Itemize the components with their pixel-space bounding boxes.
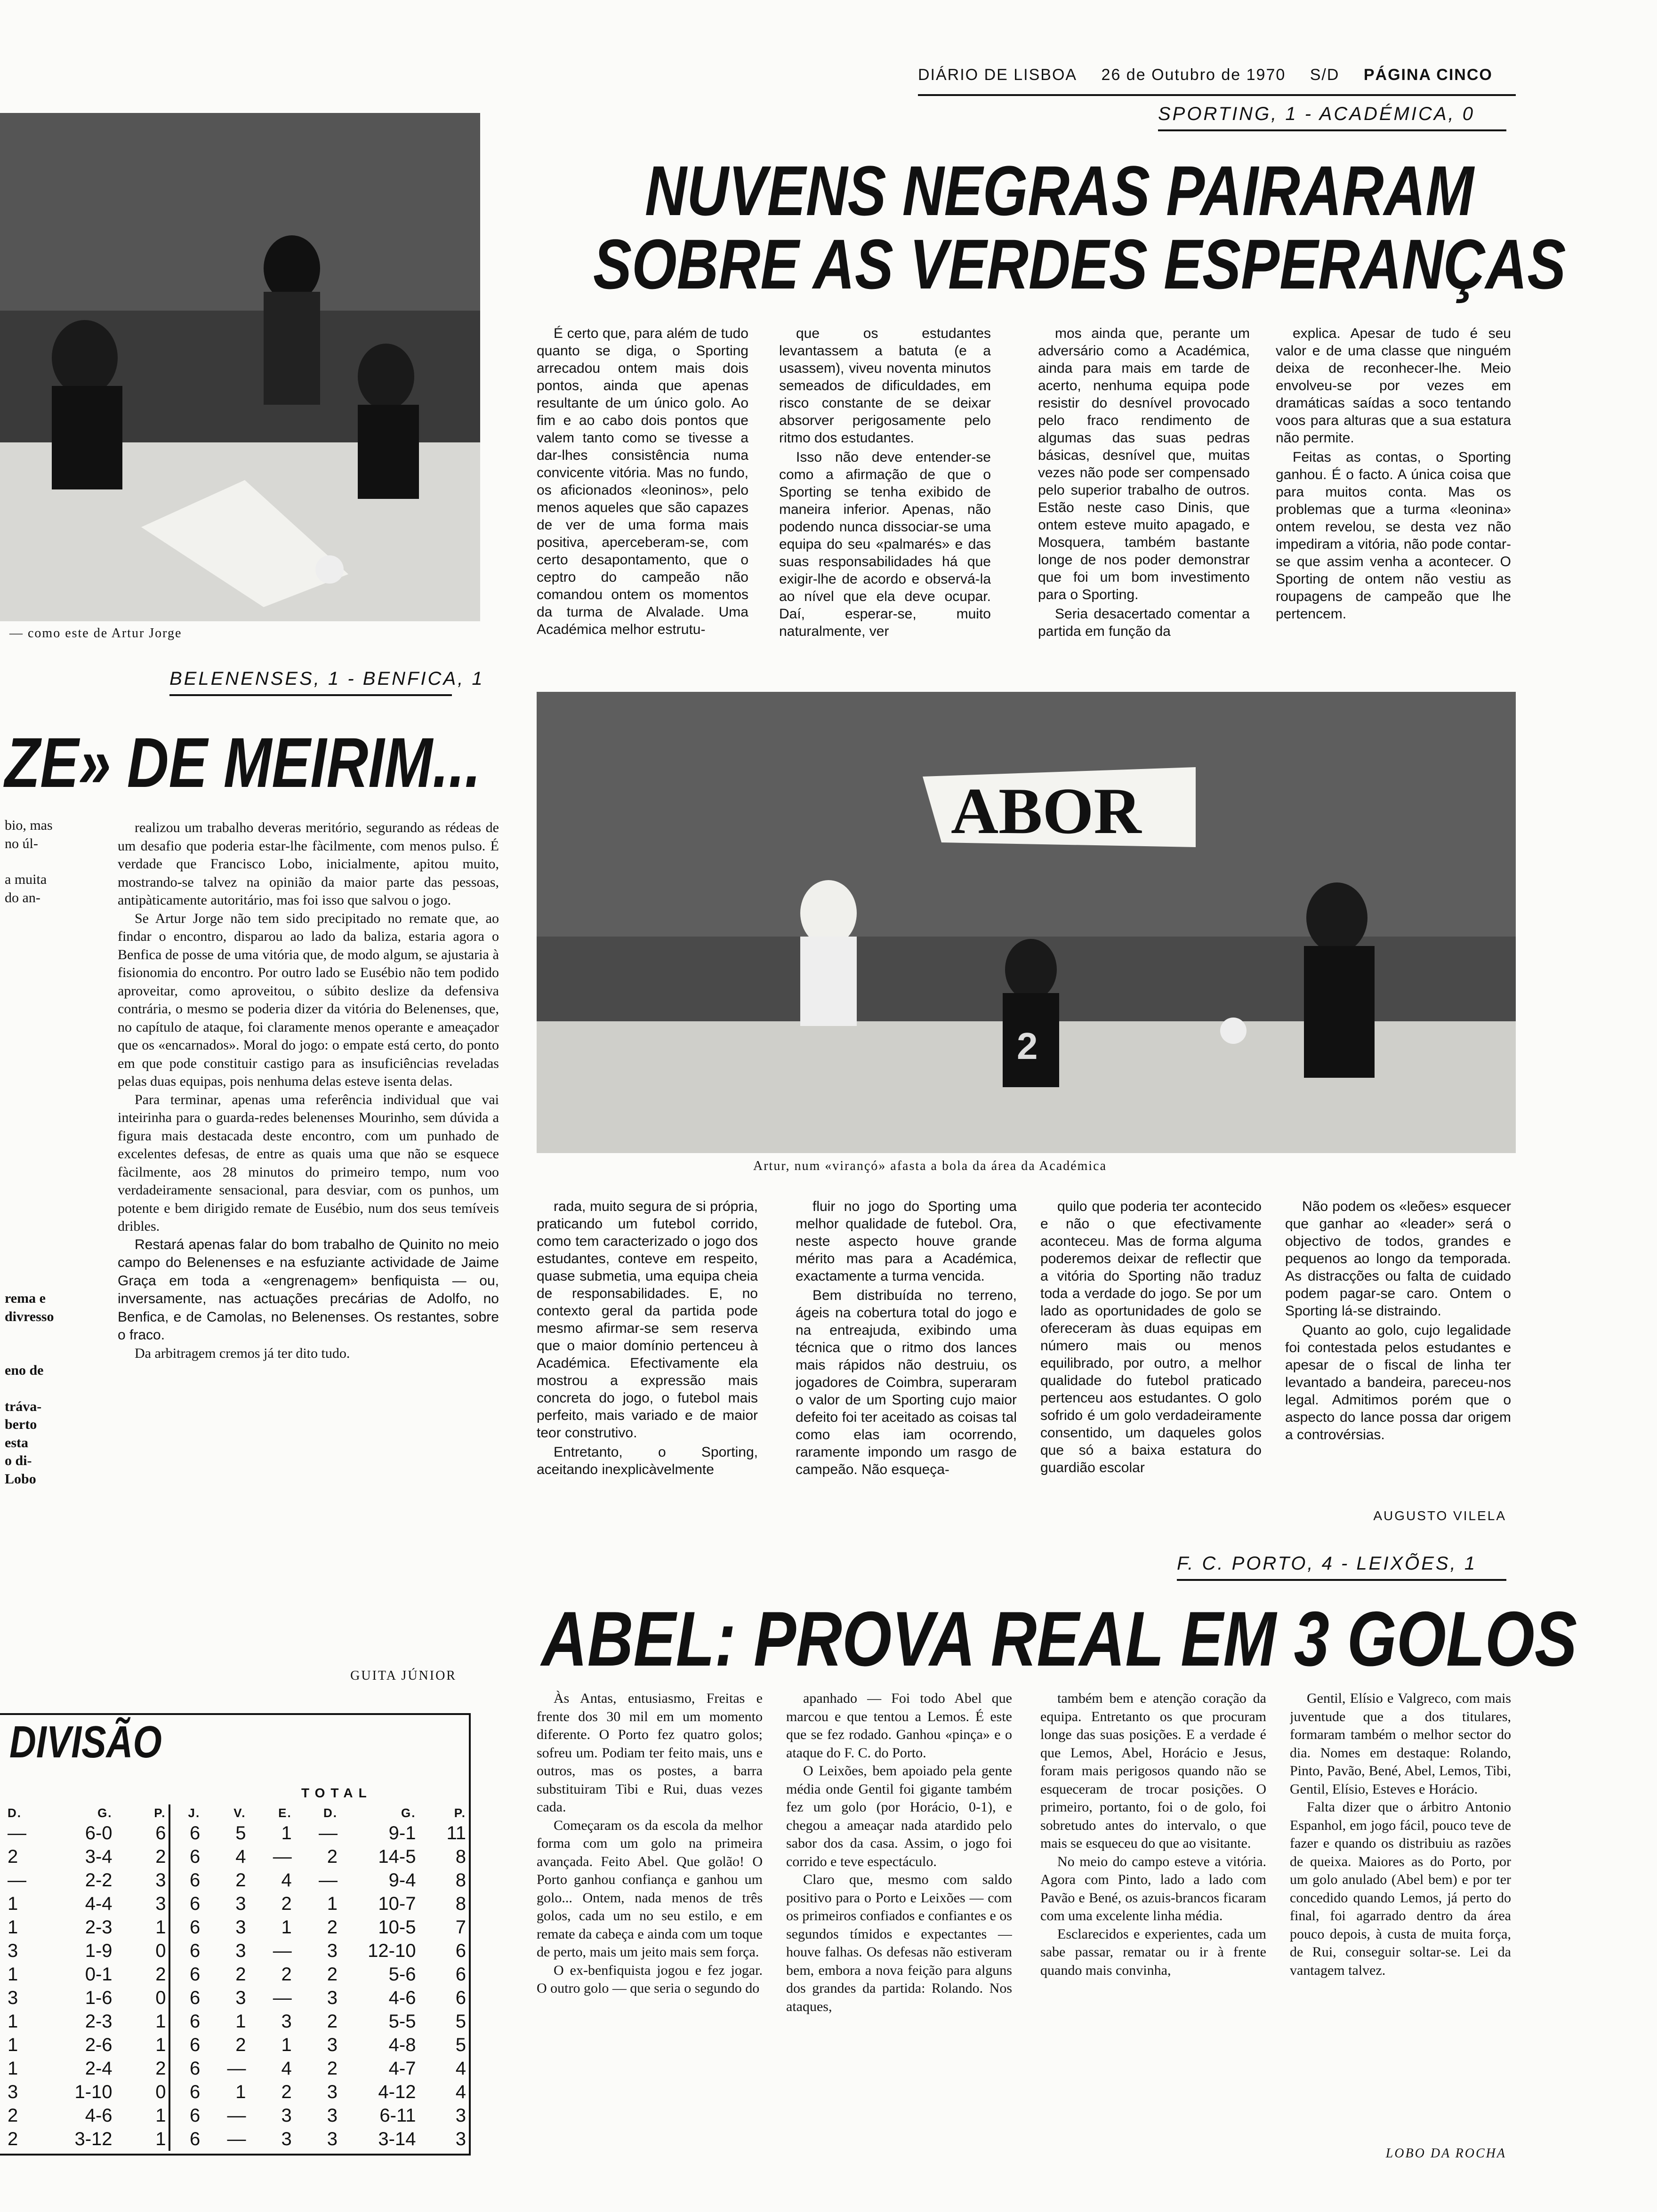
football-photo-left-image <box>0 113 480 621</box>
standings-row <box>5 1915 469 1939</box>
standings-cell: 6-11 <box>379 2105 416 2126</box>
standings-cell: 3-12 <box>74 2128 113 2149</box>
belenenses-kicker-text: BELENENSES, 1 - BENFICA, 1 <box>169 668 484 689</box>
standings-cell: 1 <box>8 1916 18 1938</box>
paragraph: explica. Apesar de tudo é seu valor e de uma classe que ninguém deixa de reconhecer-lhe. Meio envolveu-se por vezes em dramáticas saídas a soco tentando voos para alturas que a sua estatura não permite. <box>1276 326 1511 446</box>
text-fragment <box>5 1380 80 1398</box>
standings-cell: 2 <box>327 1964 338 1985</box>
col-header: D. <box>323 1805 338 1820</box>
belenenses-kicker <box>169 668 484 696</box>
sporting-column-6 <box>796 1198 1017 1527</box>
sporting-headline <box>593 151 1566 304</box>
text-fragment: o di- <box>5 1453 32 1468</box>
standings-cell: 8 <box>455 1846 466 1867</box>
paragraph: quilo que poderia ter acontecido e não o que efectivamente aconteceu. Mas de forma alguma poderemos deixar de reflectir que a vitória do Sporting não traduz toda a verdade do jogo. Se por um lado as oportunidades de golo se ofereceram às duas equipas em número mais ou menos equilibrado, por outro, a melhor qualidade do futebol praticado pertenceu aos estudantes. O golo sofrido é um golo verdadeiramente consentido, um daqueles golos que só a baixa estatura do guardião escolar <box>1040 1199 1262 1475</box>
standings-cell: 3 <box>327 1940 338 1961</box>
standings-cell: 3 <box>8 1940 18 1961</box>
standings-cell: 14-5 <box>378 1846 416 1867</box>
standings-header-row <box>5 1804 469 1821</box>
standings-row <box>5 1986 469 2010</box>
paragraph: Não podem os «leões» esquecer que ganhar ao «leader» será o objectivo de todos, grandes e pequenos ao longo da temporada. As distracções ou falta de cuidado podem pagar-se caro. Ontem o Sporting lá-se distraindo. <box>1285 1199 1511 1319</box>
standings-cell: 6 <box>455 1964 466 1985</box>
standings-cell: 1 <box>8 1893 18 1914</box>
text-fragment: divresso <box>5 1308 54 1324</box>
standings-cell: 6 <box>169 2127 203 2151</box>
col-header: P. <box>154 1805 166 1820</box>
sporting-column-3 <box>1038 325 1250 673</box>
sporting-column-1 <box>537 325 748 673</box>
porto-column-2 <box>786 1690 1012 2160</box>
paragraph: Se Artur Jorge não tem sido precipitado no remate que, ao findar o encontro, disparou ao lado da baliza, estaria agora o Benfica de posse de uma vitória que, de modo algum, se ajustaria à fisionomia do encontro. Por outro lado se Eusébio não tem podido aproveitar, como aproveitou, o súbito deslize da defensiva contrária, o mesmo se poderia dizer da vitória do Belenenses, que, no capítulo de ataque, foi claramente menos operante e ameaçador que os «encarnados». Moral do jogo: o empate está certo, do ponto em que pode constituir castigo para as insuficiências reveladas pelas duas equipas, pois nenhuma delas esteve isenta delas. <box>118 910 499 1089</box>
standings-cell: 6-0 <box>85 1822 113 1843</box>
col-header: J. <box>169 1804 203 1821</box>
sporting-kicker <box>1158 104 1506 131</box>
paragraph: Para terminar, apenas uma referência individual que vai inteirinha para o guarda-redes belenenses Mourinho, sem dúvida a figura mais destacada deste encontro, com um punhado de excelentes defesas, de entre as quais uma que não se esquece fàcilmente, aos 28 minutos do primeiro tempo, num voo verdadeiramente sensacional, para desviar, com os punhos, um potente e bem dirigido remate de Eusébio, num dos seus temíveis dribles. <box>118 1091 499 1234</box>
belenenses-column <box>118 819 499 1666</box>
paragraph: realizou um trabalho deveras meritório, segurando as rédeas de um desafio que poderia estar-lhe fàcilmente, com menos pulso. É verdade que Francisco Lobo, inicialmente, apitou muito, mostrando-se talvez na opinião da maior parte das pessoas, antipàticamente autoritário, mas foi isso que salvou o jogo. <box>118 820 499 908</box>
standings-cell: 10-5 <box>378 1916 416 1938</box>
standings-cell: 3 <box>281 2011 292 2032</box>
standings-cell: 3 <box>235 1893 246 1914</box>
paragraph: O ex-benfiquista jogou e fez jogar. O outro golo — que seria o segundo do <box>537 1962 763 1996</box>
paragraph: Gentil, Elísio e Valgreco, com mais juventude que a dos titulares, formaram também o melhor sector do dia. Nomes em destaque: Rolando, Pinto, Pavão, Bené, Abel, Lemos, Tibi, Gentil, Elísio, Esteves e Horácio. <box>1290 1691 1511 1797</box>
paragraph: que os estudantes levantassem a batuta (e a usassem), viveu noventa minutos semeados de dificuldades, em risco constante de se deixar absorver perigosamente pelo ritmo dos estudantes. <box>779 326 991 446</box>
running-head <box>918 66 1516 96</box>
standings-cell: — <box>8 1822 26 1843</box>
belenenses-byline: GUITA JÚNIOR <box>350 1668 457 1683</box>
standings-cell: 8 <box>455 1869 466 1891</box>
standings-cell: 2 <box>155 1964 166 1985</box>
paragraph: Restará apenas falar do bom trabalho de Quinito no meio campo do Belenenses e na esfuziante actividade de Jaime Graça em toda a «engrenagem» benfiquista — ou, inversamente, nas actuações precárias de Adolfo, no Benfica, e de Camolas, no Belenenses. Os restantes, sobre o fraco. <box>118 1236 499 1343</box>
standings-row <box>5 1868 469 1892</box>
standings-cell: 2 <box>8 1846 18 1867</box>
standings-cell: 12-10 <box>368 1940 416 1961</box>
text-fragment: berto <box>5 1417 37 1432</box>
standings-cell: 2 <box>235 1869 246 1891</box>
standings-cell: 6 <box>169 1868 203 1892</box>
sporting-headline-line-1: NUVENS NEGRAS PAIRARAM <box>645 151 1474 230</box>
standings-cell: 1 <box>8 1964 18 1985</box>
standings-cell: 3 <box>327 1987 338 2008</box>
standings-cell: 1-6 <box>85 1987 113 2008</box>
standings-cell: 2 <box>327 1916 338 1938</box>
text-fragment <box>5 1344 80 1362</box>
belenenses-edge-lower <box>5 1290 80 1488</box>
standings-cell: 4-12 <box>378 2081 416 2102</box>
newspaper-name: DIÁRIO DE LISBOA <box>918 66 1078 84</box>
col-header: G. <box>97 1805 113 1820</box>
porto-headline: ABEL: PROVA REAL EM 3 GOLOS <box>541 1595 1577 1682</box>
standings-cell: 2 <box>281 2081 292 2102</box>
standings-cell: 1 <box>281 1916 292 1938</box>
paragraph: Feitas as contas, o Sporting ganhou. É o facto. A única coisa que para muitos conta. Mas os problemas que a turma «leonina» ontem revelou, se desta vez não impediram a vitória, não pode contar-se que assim venha a acontecer. O Sporting de ontem não vestiu as roupagens de campeão que lhe pertencem. <box>1276 449 1511 622</box>
standings-row <box>5 1845 469 1868</box>
football-photo-left <box>0 113 480 621</box>
sporting-column-8 <box>1285 1198 1511 1508</box>
standings-cell: 4 <box>281 1869 292 1891</box>
standings-cell: 1-9 <box>85 1940 113 1961</box>
porto-kicker <box>1177 1553 1506 1581</box>
sporting-column-5 <box>537 1198 758 1527</box>
text-fragment: a muita <box>5 872 47 887</box>
standings-row <box>5 2080 469 2104</box>
col-header: V. <box>233 1805 246 1820</box>
standings-row <box>5 2010 469 2033</box>
standings-cell: 8 <box>455 1893 466 1914</box>
standings-cell: 6 <box>169 1986 203 2010</box>
standings-cell: 2-6 <box>85 2034 113 2055</box>
standings-cell: — <box>227 2058 246 2079</box>
middle-photo-caption: Artur, num «virançó» afasta a bola da área da Académica <box>753 1159 1107 1173</box>
standings-cell: 4 <box>281 2058 292 2079</box>
standings-cell: 3 <box>155 1893 166 1914</box>
standings-cell: 6 <box>169 2010 203 2033</box>
standings-cell: 2 <box>327 1846 338 1867</box>
standings-cell: 0 <box>155 1987 166 2008</box>
standings-cell: 5 <box>455 2034 466 2055</box>
standings-table <box>5 1804 469 2151</box>
standings-cell: — <box>318 1822 338 1843</box>
text-fragment: eno de <box>5 1362 44 1378</box>
standings-cell: 6 <box>455 1940 466 1961</box>
issue-date: 26 de Outubro de 1970 <box>1101 66 1286 84</box>
standings-cell: 6 <box>169 2080 203 2104</box>
standings-cell: 4 <box>455 2081 466 2102</box>
standings-cell: — <box>8 1869 26 1891</box>
sporting-column-4 <box>1276 325 1511 673</box>
paragraph: apanhado — Foi todo Abel que marcou e que tentou a Lemos. É este que se fez rodado. Ganhou «pinça» e o ataque do F. C. do Porto. <box>786 1691 1012 1761</box>
text-fragment: rema e <box>5 1290 46 1306</box>
standings-cell: 1-10 <box>74 2081 113 2102</box>
standings-cell: 2 <box>155 1846 166 1867</box>
football-photo-middle-image <box>537 692 1516 1153</box>
standings-cell: 6 <box>169 1963 203 1986</box>
standings-cell: 5 <box>235 1822 246 1843</box>
sporting-byline: AUGUSTO VILELA <box>1373 1508 1506 1523</box>
standings-cell: 0-1 <box>85 1964 113 1985</box>
porto-column-3 <box>1040 1690 1266 2160</box>
standings-cell: 3 <box>235 1987 246 2008</box>
col-header: E. <box>278 1805 292 1820</box>
standings-row <box>5 2104 469 2127</box>
standings-cell: 4 <box>235 1846 246 1867</box>
standings-cell: 3 <box>327 2105 338 2126</box>
standings-cell: 1 <box>281 2034 292 2055</box>
paragraph: Falta dizer que o árbitro Antonio Espanhol, em jogo fácil, pouco teve de fazer e quando os distribuiu as razões de queixa. Maiores as do Porto, por um golo anulado (Abel bem) e por ter concedido quando Lemos, já perto do final, foi agarrado dentro da área pouco depois, à custa de muita força, de Rui, conseguir soltar-se. Lei da vantagem talvez. <box>1290 1799 1511 1978</box>
standings-cell: — <box>227 2105 246 2126</box>
standings-cell: 1 <box>155 2034 166 2055</box>
standings-cell: 2 <box>8 2105 18 2126</box>
standings-cell: — <box>273 1846 292 1867</box>
standings-cell: 3 <box>235 1916 246 1938</box>
edition-mark: S/D <box>1310 66 1340 84</box>
standings-cell: 2 <box>235 2034 246 2055</box>
standings-cell: 1 <box>155 1916 166 1938</box>
text-fragment: no úl- <box>5 835 38 851</box>
standings-cell: 4-8 <box>388 2034 416 2055</box>
standings-cell: 5-5 <box>388 2011 416 2032</box>
text-fragment <box>5 853 80 871</box>
standings-cell: 1 <box>8 2034 18 2055</box>
standings-cell: 3-4 <box>85 1846 113 1867</box>
standings-cell: 4-4 <box>85 1893 113 1914</box>
text-fragment: esta <box>5 1435 28 1451</box>
standings-cell: 3 <box>327 2081 338 2102</box>
porto-byline: LOBO DA ROCHA <box>1385 2146 1506 2161</box>
standings-cell: 2 <box>327 2011 338 2032</box>
standings-cell: — <box>227 2128 246 2149</box>
standings-cell: 5-6 <box>388 1964 416 1985</box>
standings-cell: 3 <box>8 1987 18 2008</box>
standings-cell: 3 <box>155 1869 166 1891</box>
standings-cell: 6 <box>169 1915 203 1939</box>
standings-row <box>5 1939 469 1963</box>
standings-cell: 6 <box>169 2104 203 2127</box>
page-number: PÁGINA CINCO <box>1363 66 1493 84</box>
paragraph: mos ainda que, perante um adversário como a Académica, ainda para mais em tarde de acerto, nenhuma equipa pode resistir do desnível provocado pelo fraco rendimento de algumas das suas pedras básicas, desnível que, muitas vezes não pode ser compensado pelo superior trabalho de outros. Estão neste caso Dinis, que ontem esteve muito apagado, e Mosquera, também bastante longe de nos poder demonstrar que foi um bom investimento para o Sporting. <box>1038 326 1250 602</box>
standings-cell: 3 <box>235 1940 246 1961</box>
football-photo-middle <box>537 692 1516 1153</box>
porto-column-4 <box>1290 1690 1511 2127</box>
standings-cell: 1 <box>281 1822 292 1843</box>
paragraph: Quanto ao golo, cujo legalidade foi contestada pelos estudantes e apesar de o fiscal de linha ter levantado a bandeira, pareceu-nos legal. Admitimos porém que o aspecto do lance possa dar origem a controvérsias. <box>1285 1322 1511 1443</box>
standings-cell: 1 <box>235 2011 246 2032</box>
porto-kicker-text: F. C. PORTO, 4 - LEIXÕES, 1 <box>1177 1553 1477 1574</box>
standings-cell: 1 <box>155 2011 166 2032</box>
standings-cell: 3-14 <box>378 2128 416 2149</box>
standings-cell: 2 <box>281 1964 292 1985</box>
text-fragment: tráva- <box>5 1398 42 1414</box>
text-fragment: Lobo <box>5 1471 36 1487</box>
paragraph: Isso não deve entender-se como a afirmação de que o Sporting se tenha exibido de maneira inferior. Apenas, não podendo nunca dissociar-se uma equipa do seu «palmarés» e das suas responsabilidades há que exigir-lhe de acordo e observá-la ao nível que ela deve ocupar. Daí, esperar-se, muito naturalmente, ver <box>779 449 991 639</box>
standings-cell: — <box>318 1869 338 1891</box>
standings-cell: 6 <box>155 1822 166 1843</box>
text-fragment: bio, mas <box>5 817 53 833</box>
standings-row <box>5 1821 469 1845</box>
player-number-text: 2 <box>1017 1025 1038 1067</box>
standings-cell: 5 <box>455 2011 466 2032</box>
standings-cell: 11 <box>446 1822 466 1843</box>
standings-cell: 6 <box>169 1821 203 1845</box>
left-photo-caption: — como este de Artur Jorge <box>9 626 182 641</box>
standings-cell: 4-6 <box>85 2105 113 2126</box>
text-fragment: do an- <box>5 890 40 906</box>
standings-cell: 6 <box>169 1939 203 1963</box>
standings-cell: 2 <box>8 2128 18 2149</box>
standings-box <box>0 1713 471 2156</box>
standings-row <box>5 2033 469 2057</box>
standings-row <box>5 1963 469 1986</box>
text-fragment <box>5 1326 80 1344</box>
standings-cell: 10-7 <box>378 1893 416 1914</box>
col-header: D. <box>8 1805 22 1820</box>
paragraph: fluir no jogo do Sporting uma melhor qualidade de futebol. Ora, neste aspecto houve grande mérito mas para a Académica, exactamente a turma vencida. <box>796 1199 1017 1284</box>
paragraph: também bem e atenção coração da equipa. Entretanto os que procuram longe das suas posições. E a verdade é que Lemos, Abel, Horácio e Jesus, foram mais perigosos quando não se esqueceram de trocar posições. O primeiro, portanto, foi o de golo, foi sobretudo antes do intervalo, o que mais se esqueceu do que ao visitante. <box>1040 1691 1266 1851</box>
standings-cell: 0 <box>155 1940 166 1961</box>
standings-cell: 4 <box>455 2058 466 2079</box>
paragraph: Bem distribuída no terreno, ágeis na cobertura total do jogo e na entreajuda, exibindo uma técnica que o ritmo dos lances mais rápidos não destruiu, os jogadores de Coimbra, superaram o valor de um Sporting cujo maior defeito foi ter aceitado as coisas tal como elas iam ocorrendo, raramente impondo um rasgo de campeão. Não esqueça- <box>796 1288 1017 1477</box>
standings-cell: 9-1 <box>388 1822 416 1843</box>
standings-cell: 1 <box>155 2105 166 2126</box>
standings-cell: 2 <box>235 1964 246 1985</box>
standings-group-label: TOTAL <box>301 1786 372 1800</box>
paragraph: Claro que, mesmo com saldo positivo para o Porto e Leixões — com os primeiros confiados e confiantes e os segundos tímidos e expectantes — houve falhas. Os defesas não estiveram bem, embora a nova feição para alguns dos grandes da partida: Rolando. Nos ataques, <box>786 1872 1012 2014</box>
standings-cell: 6 <box>169 2033 203 2057</box>
standings-cell: 6 <box>169 1845 203 1868</box>
paragraph: Seria desacertado comentar a partida em função da <box>1038 606 1250 639</box>
sporting-column-2 <box>779 325 991 673</box>
col-header: G. <box>401 1805 416 1820</box>
standings-cell: 3 <box>281 2105 292 2126</box>
standings-cell: 4-6 <box>388 1987 416 2008</box>
standings-cell: 2 <box>327 2058 338 2079</box>
standings-title: DIVISÃO <box>9 1717 162 1767</box>
standings-cell: 1 <box>155 2128 166 2149</box>
standings-cell: 0 <box>155 2081 166 2102</box>
standings-cell: 1 <box>235 2081 246 2102</box>
standings-cell: 3 <box>327 2034 338 2055</box>
paragraph: Às Antas, entusiasmo, Freitas e frente dos 30 mil em um momento diferente. O Porto fez quatro golos; sofreu um. Podiam ter feito mais, uns e outros, mas os postes, a barra substituiram Tibi e Rui, duas vezes cada. <box>537 1691 763 1815</box>
standings-cell: 1 <box>8 2011 18 2032</box>
sporting-headline-line-2: SOBRE AS VERDES ESPERANÇAS <box>593 224 1566 304</box>
standings-row <box>5 2127 469 2151</box>
paragraph: É certo que, para além de tudo quanto se diga, o Sporting arrecadou ontem mais dois pontos, ainda que apenas resultante de um único golo. Ao fim e ao cabo dois pontos que valem tanto como se tivesse a dar-lhes consistência numa convicente vitória. Mas no fundo, os aficionados «leoninos», pelo menos aqueles que são capazes de ver de uma forma mais positiva, aperceberam-se, com certo desapontamento, que o ceptro do campeão não comandou ontem os momentos da turma de Alvalade. Uma Académica melhor estrutu- <box>537 326 748 637</box>
porto-column-1 <box>537 1690 763 2160</box>
standings-cell: 2-4 <box>85 2058 113 2079</box>
belenenses-headline: ZE» DE MEIRIM... <box>5 723 481 802</box>
sporting-column-7 <box>1040 1198 1262 1527</box>
standings-row <box>5 1892 469 1915</box>
paragraph: Esclarecidos e experientes, cada um sabe passar, rematar ou ir à frente quando mais convinha, <box>1040 1926 1266 1978</box>
standings-cell: 2-2 <box>85 1869 113 1891</box>
standings-cell: 3 <box>455 2105 466 2126</box>
standings-cell: 7 <box>455 1916 466 1938</box>
standings-cell: 3 <box>8 2081 18 2102</box>
paragraph: Começaram os da escola da melhor forma com um golo na primeira avançada. Feito Abel. Que golão! O Porto ganhou confiança e ganhou um golo... Ontem, nada menos de três golos, cada um no seu estilo, e em remate da cabeça e ainda com um toque de perto, mais um jeito mais sem força. <box>537 1817 763 1960</box>
standings-cell: 2-3 <box>85 1916 113 1938</box>
standings-cell: 3 <box>327 2128 338 2149</box>
standings-cell: 6 <box>455 1987 466 2008</box>
standings-cell: 6 <box>169 1892 203 1915</box>
standings-cell: 4-7 <box>388 2058 416 2079</box>
standings-cell: 2 <box>155 2058 166 2079</box>
standings-cell: 6 <box>169 2057 203 2080</box>
standings-cell: 3 <box>455 2128 466 2149</box>
paragraph: Da arbitragem cremos já ter dito tudo. <box>135 1345 350 1361</box>
standings-cell: 1 <box>327 1893 338 1914</box>
standings-cell: 2-3 <box>85 2011 113 2032</box>
standings-cell: 2 <box>281 1893 292 1914</box>
paragraph: rada, muito segura de si própria, praticando um futebol corrido, como tem caracterizado o jogo dos estudantes, conteve em respeito, quase submetia, uma equipa cheia de responsabilidades. E, no contexto geral da partida pode mesmo afirmar-se sem reserva que o maior domínio pertenceu à Académica. Efectivamente ela mostrou a expressão mais concreta do jogo, o futebol mais perfeito, mais variado e de maior teor construtivo. <box>537 1199 758 1441</box>
standings-row <box>5 2057 469 2080</box>
belenenses-edge-fragments <box>5 817 80 907</box>
standings-cell: 1 <box>8 2058 18 2079</box>
standings-cell: — <box>273 1940 292 1961</box>
paragraph: No meio do campo esteve a vitória. Agora com Pinto, lado a lado com Pavão e Bené, os azuis-brancos ficaram com uma excelente linha média. <box>1040 1853 1266 1923</box>
stadium-banner-text: ABOR <box>951 775 1142 848</box>
col-header: P. <box>454 1805 466 1820</box>
standings-cell: — <box>273 1987 292 2008</box>
standings-cell: 3 <box>281 2128 292 2149</box>
paragraph: O Leixões, bem apoiado pela gente média onde Gentil foi gigante também fez um golo (por Horácio, 0-1), e chegou a ameaçar nada atardido pelo sabor dos da casa. Assim, o jogo foi corrido e teve espectáculo. <box>786 1763 1012 1869</box>
sporting-kicker-text: SPORTING, 1 - ACADÉMICA, 0 <box>1158 104 1475 124</box>
paragraph: Entretanto, o Sporting, aceitando inexplicàvelmente <box>537 1444 758 1477</box>
standings-cell: 9-4 <box>388 1869 416 1891</box>
